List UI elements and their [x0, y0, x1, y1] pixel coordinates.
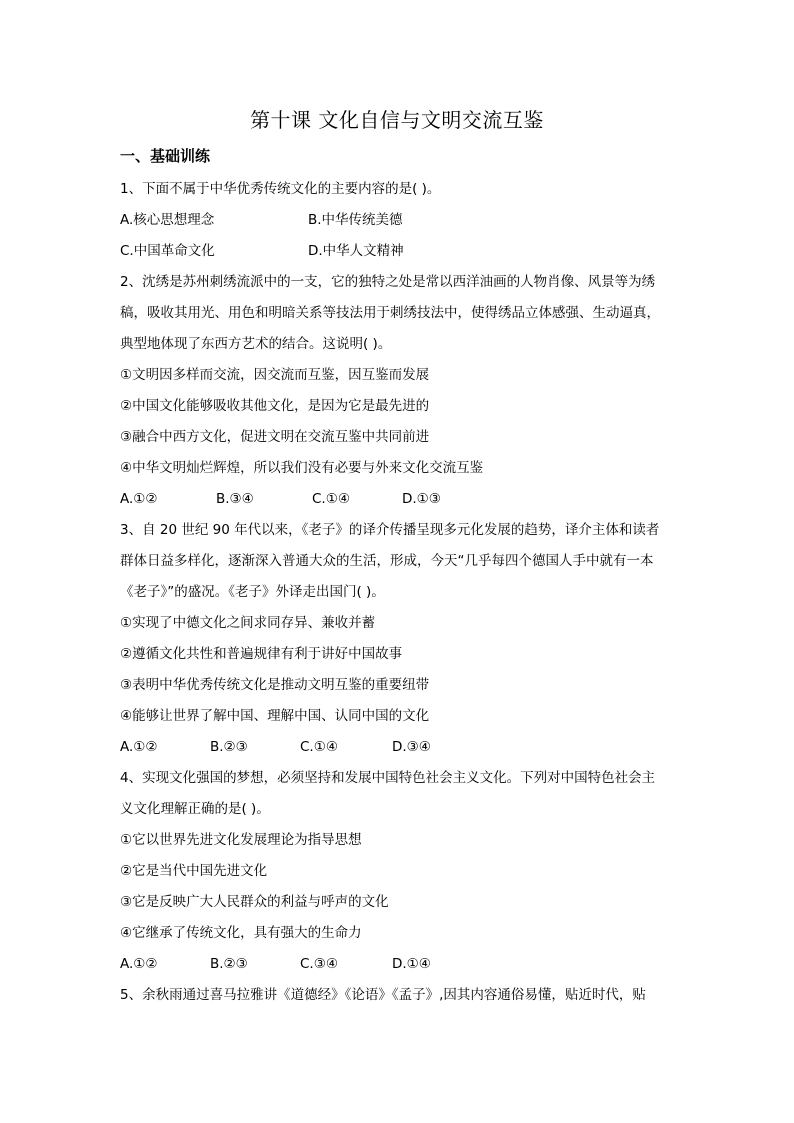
option-row — [120, 205, 690, 236]
page-title: 第十课 文化自信与文明交流互鉴 — [250, 108, 544, 132]
statement-item: ①实现了中德文化之间求同存异、兼收并蓄 — [120, 615, 376, 631]
question-5 — [120, 980, 690, 1011]
question-stem-line: 典型地体现了东西方艺术的结合。这说明( )。 — [120, 336, 392, 352]
question-stem-line: 4、实现文化强国的梦想，必须坚持和发展中国特色社会主义文化。下列对中国特色社会主 — [120, 770, 656, 786]
statement-item: ④能够让世界了解中国、理解中国、认同中国的文化 — [120, 708, 430, 724]
statement-item: ③表明中华优秀传统文化是推动文明互鉴的重要纽带 — [120, 677, 430, 693]
question-stem: 1、下面不属于中华优秀传统文化的主要内容的是( )。 — [120, 181, 441, 197]
question-4 — [120, 763, 690, 980]
option-row — [120, 484, 690, 515]
statement-item: ④中华文明灿烂辉煌，所以我们没有必要与外来文化交流互鉴 — [120, 460, 484, 476]
option-a: A.①② — [120, 491, 158, 507]
statement-item: ③融合中西方文化，促进文明在交流互鉴中共同前进 — [120, 429, 430, 445]
question-3 — [120, 515, 690, 763]
option-b: B.②③ — [210, 956, 248, 972]
question-1 — [120, 174, 690, 267]
question-stem-line: 稿，吸收其用光、用色和明暗关系等技法用于刺绣技法中，使得绣品立体感强、生动逼真， — [120, 305, 660, 321]
section-heading: 一、基础训练 — [120, 147, 211, 165]
option-c: C.①④ — [300, 739, 338, 755]
statement-item: ②它是当代中国先进文化 — [120, 863, 268, 879]
option-a: A.①② — [120, 956, 158, 972]
statement-item: ①文明因多样而交流，因交流而互鉴，因互鉴而发展 — [120, 367, 430, 383]
statement-item: ③它是反映广大人民群众的利益与呼声的文化 — [120, 894, 389, 910]
option-row — [120, 732, 690, 763]
question-stem-line: 《老子》”的盛况。《老子》外译走出国门( )。 — [120, 584, 385, 600]
option-b: B.②③ — [210, 739, 248, 755]
option-a: A.①② — [120, 739, 158, 755]
question-stem-line: 5、余秋雨通过喜马拉雅讲《道德经》《论语》《孟子》,因其内容通俗易懂，贴近时代，贴 — [120, 987, 646, 1003]
question-2 — [120, 267, 690, 515]
option-b: B.中华传统美德 — [308, 212, 403, 228]
option-d: D.中华人文精神 — [308, 243, 404, 259]
question-stem-line: 群体日益多样化，逐渐深入普通大众的生活，形成，今天“几乎每四个德国人手中就有一本 — [120, 553, 654, 569]
option-row — [120, 949, 690, 980]
statement-item: ②中国文化能够吸收其他文化，是因为它是最先进的 — [120, 398, 430, 414]
option-a: A.核心思想理念 — [120, 212, 215, 228]
statement-item: ①它以世界先进文化发展理论为指导思想 — [120, 832, 362, 848]
question-stem-line: 义文化理解正确的是( )。 — [120, 801, 270, 817]
question-stem-line: 2、沈绣是苏州刺绣流派中的一支，它的独特之处是常以西洋油画的人物肖像、风景等为绣 — [120, 274, 656, 290]
statement-item: ②遵循文化共性和普遍规律有利于讲好中国故事 — [120, 646, 403, 662]
statement-item: ④它继承了传统文化，具有强大的生命力 — [120, 925, 362, 941]
option-c: C.③④ — [300, 956, 338, 972]
option-d: D.③④ — [392, 739, 431, 755]
option-c: C.①④ — [312, 491, 350, 507]
option-b: B.③④ — [216, 491, 254, 507]
question-list — [120, 174, 690, 1011]
option-row — [120, 236, 690, 267]
option-c: C.中国革命文化 — [120, 243, 215, 259]
question-stem-line: 3、自 20 世纪 90 年代以来，《老子》的译介传播呈现多元化发展的趋势，译介主体和读者 — [120, 522, 660, 538]
option-d: D.①③ — [402, 491, 441, 507]
option-d: D.①④ — [392, 956, 431, 972]
